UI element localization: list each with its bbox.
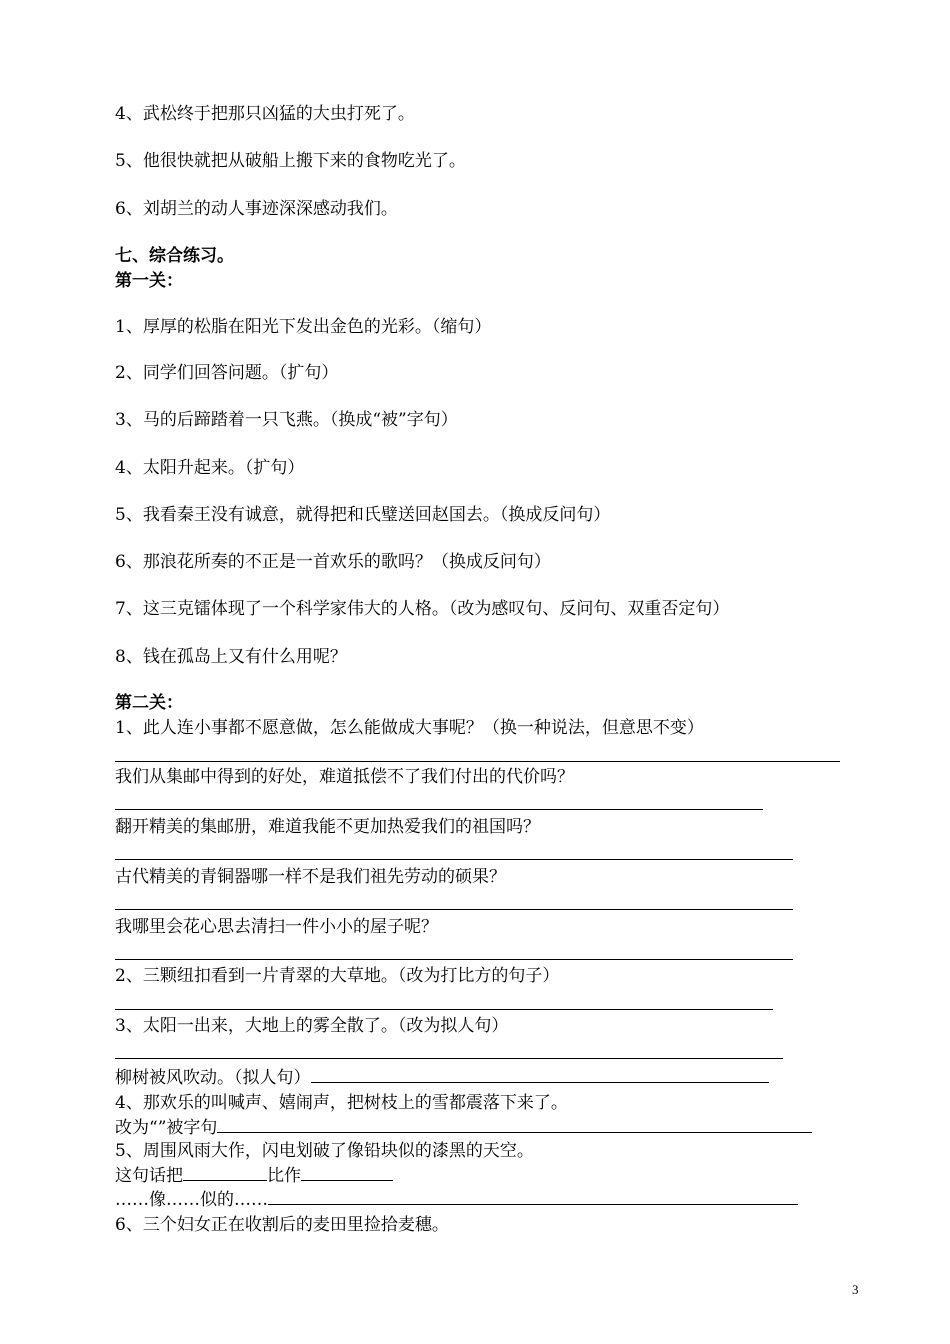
exercise-text: ……像……似的…… (115, 1190, 268, 1210)
answer-blank[interactable] (183, 1164, 267, 1181)
level-title: 第二关： (115, 693, 183, 713)
exercise-line: 古代精美的青铜器哪一样不是我们祖先劳动的硕果？ (115, 867, 506, 887)
exercise-line: 3、马的后蹄踏着一只飞燕。（换成“被”字句） (115, 410, 458, 430)
exercise-line (115, 1116, 812, 1139)
exercise-line (115, 1188, 798, 1211)
exercise-line: 1、厚厚的松脂在阳光下发出金色的光彩。（缩句） (115, 317, 492, 337)
exercise-line: 5、他很快就把从破船上搬下来的食物吃光了。 (115, 151, 466, 171)
page-number: 3 (852, 1282, 859, 1297)
answer-line[interactable] (115, 959, 793, 960)
exercise-line: 翻开精美的集邮册，难道我能不更加热爱我们的祖国吗？ (115, 817, 540, 837)
exercise-line: 我哪里会花心思去清扫一件小小的屋子呢？ (115, 917, 438, 937)
exercise-line: 我们从集邮中得到的好处，难道抵偿不了我们付出的代价吗？ (115, 767, 574, 787)
answer-line[interactable] (115, 1058, 783, 1059)
exercise-line (115, 1164, 393, 1187)
answer-line[interactable] (115, 809, 763, 810)
exercise-line: 5、我看秦王没有诚意，就得把和氏璧送回赵国去。（换成反问句） (115, 505, 611, 525)
exercise-line: 5、周围风雨大作，闪电划破了像铅块似的漆黑的天空。 (115, 1141, 534, 1161)
answer-line[interactable] (115, 859, 793, 860)
exercise-line: 3、太阳一出来，大地上的雾全散了。（改为拟人句） (115, 1016, 509, 1036)
exercise-text: 这句话把 (115, 1166, 183, 1186)
exercise-line: 6、三个妇女正在收割后的麦田里捡拾麦穗。 (115, 1215, 449, 1235)
answer-blank[interactable] (217, 1116, 812, 1133)
exercise-line: 4、那欢乐的叫喊声、嬉闹声，把树枝上的雪都震落下来了。 (115, 1093, 568, 1113)
answer-blank[interactable] (311, 1066, 769, 1083)
answer-blank[interactable] (268, 1188, 798, 1205)
level-title: 第一关： (115, 271, 183, 291)
exercise-line: 4、太阳升起来。（扩句） (115, 458, 305, 478)
answer-line[interactable] (115, 1009, 773, 1010)
exercise-line: 2、三颗纽扣看到一片青翠的大草地。（改为打比方的句子） (115, 966, 560, 986)
exercise-text: 柳树被风吹动。（拟人句） (115, 1068, 311, 1088)
exercise-text: 改为“”被字句 (115, 1118, 218, 1138)
exercise-line: 2、同学们回答问题。（扩句） (115, 363, 339, 383)
answer-blank[interactable] (301, 1164, 393, 1181)
section-title: 七、综合练习。 (115, 246, 234, 266)
exercise-line: 8、钱在孤岛上又有什么用呢？ (115, 647, 347, 667)
exercise-line: 7、这三克镭体现了一个科学家伟大的人格。（改为感叹句、反问句、双重否定句） (115, 599, 730, 619)
exercise-line (115, 1066, 769, 1089)
exercise-line: 4、武松终于把那只凶猛的大虫打死了。 (115, 104, 415, 124)
exercise-text: 比作 (267, 1166, 301, 1186)
exercise-line: 6、那浪花所奏的不正是一首欢乐的歌吗？（换成反问句） (115, 552, 551, 572)
answer-line[interactable] (115, 761, 840, 762)
exercise-line: 1、此人连小事都不愿意做，怎么能做成大事呢？（换一种说法，但意思不变） (115, 718, 704, 738)
exercise-line: 6、刘胡兰的动人事迹深深感动我们。 (115, 199, 398, 219)
answer-line[interactable] (115, 909, 793, 910)
